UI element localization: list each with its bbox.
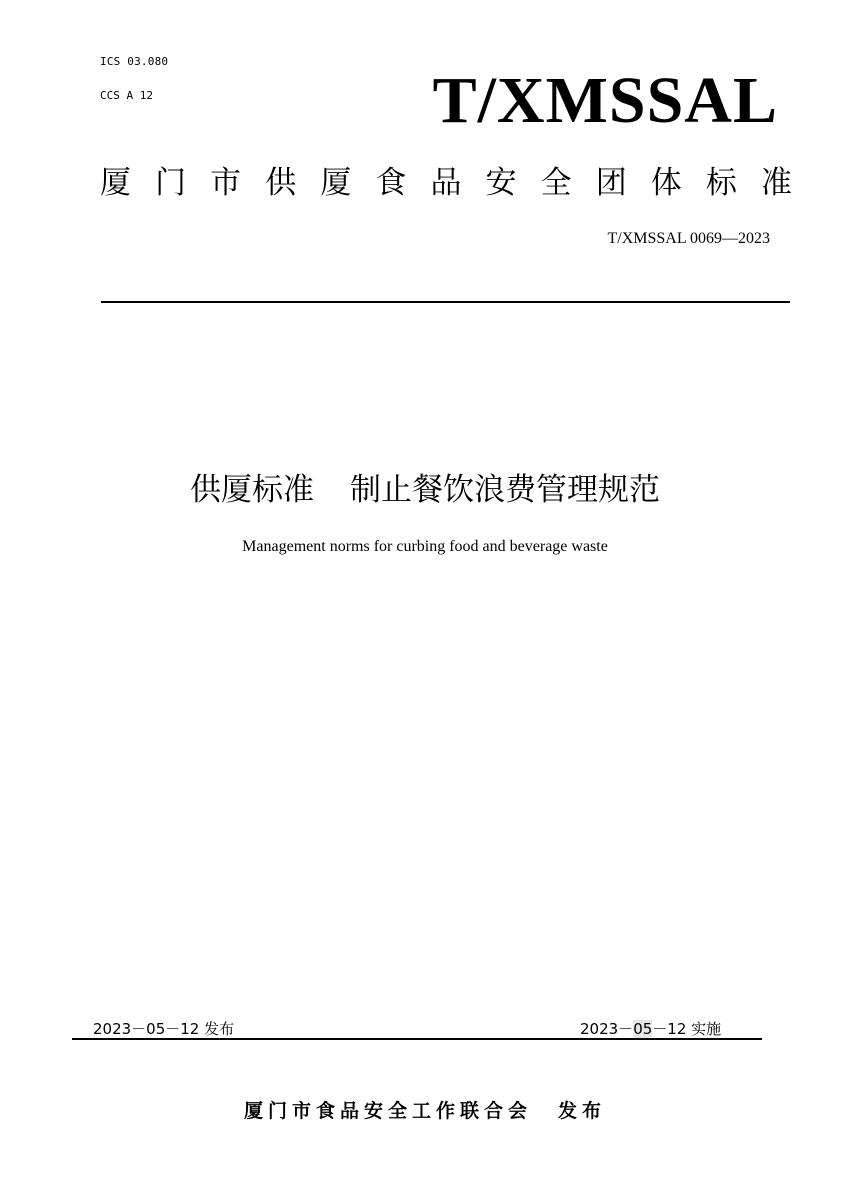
publish-label: 发布	[204, 1020, 235, 1038]
publisher-name: 厦门市食品安全工作联合会	[243, 1100, 532, 1122]
implement-year: 2023－	[580, 1020, 634, 1038]
ics-code: ICS 03.080	[100, 55, 169, 68]
title-char: 标	[705, 165, 737, 201]
standard-number: T/XMSSAL 0069—2023	[607, 230, 770, 247]
title-char: 厦	[100, 165, 131, 201]
publish-date-line	[93, 1018, 234, 1039]
title-char: 食	[375, 165, 407, 201]
publish-date: 2023－05－12	[93, 1020, 200, 1038]
title-char: 供	[265, 165, 297, 201]
implement-date-line	[580, 1018, 721, 1039]
title-char: 门	[155, 165, 187, 201]
standard-category-title	[100, 165, 792, 202]
implement-month: 05	[633, 1020, 653, 1038]
ccs-code: CCS A 12	[100, 89, 153, 102]
bottom-divider	[72, 1038, 762, 1040]
document-title-prefix: 供厦标准	[190, 472, 314, 508]
title-char: 体	[650, 165, 682, 201]
title-char: 团	[595, 165, 627, 201]
publisher-action: 发布	[558, 1100, 607, 1122]
title-char: 厦	[320, 165, 352, 201]
organization-code: T/XMSSAL	[432, 64, 778, 137]
document-title	[0, 464, 850, 509]
title-char: 准	[760, 165, 792, 201]
title-char: 品	[430, 165, 462, 201]
implement-label: 实施	[691, 1020, 722, 1038]
title-char: 安	[485, 165, 517, 201]
title-char: 市	[210, 165, 242, 201]
top-divider	[101, 301, 790, 303]
title-char: 全	[540, 165, 572, 201]
implement-day: －12	[652, 1020, 687, 1038]
document-title-main: 制止餐饮浪费管理规范	[350, 472, 660, 508]
publisher-line	[0, 1096, 850, 1123]
document-english-title: Management norms for curbing food and beverage waste	[242, 538, 608, 555]
